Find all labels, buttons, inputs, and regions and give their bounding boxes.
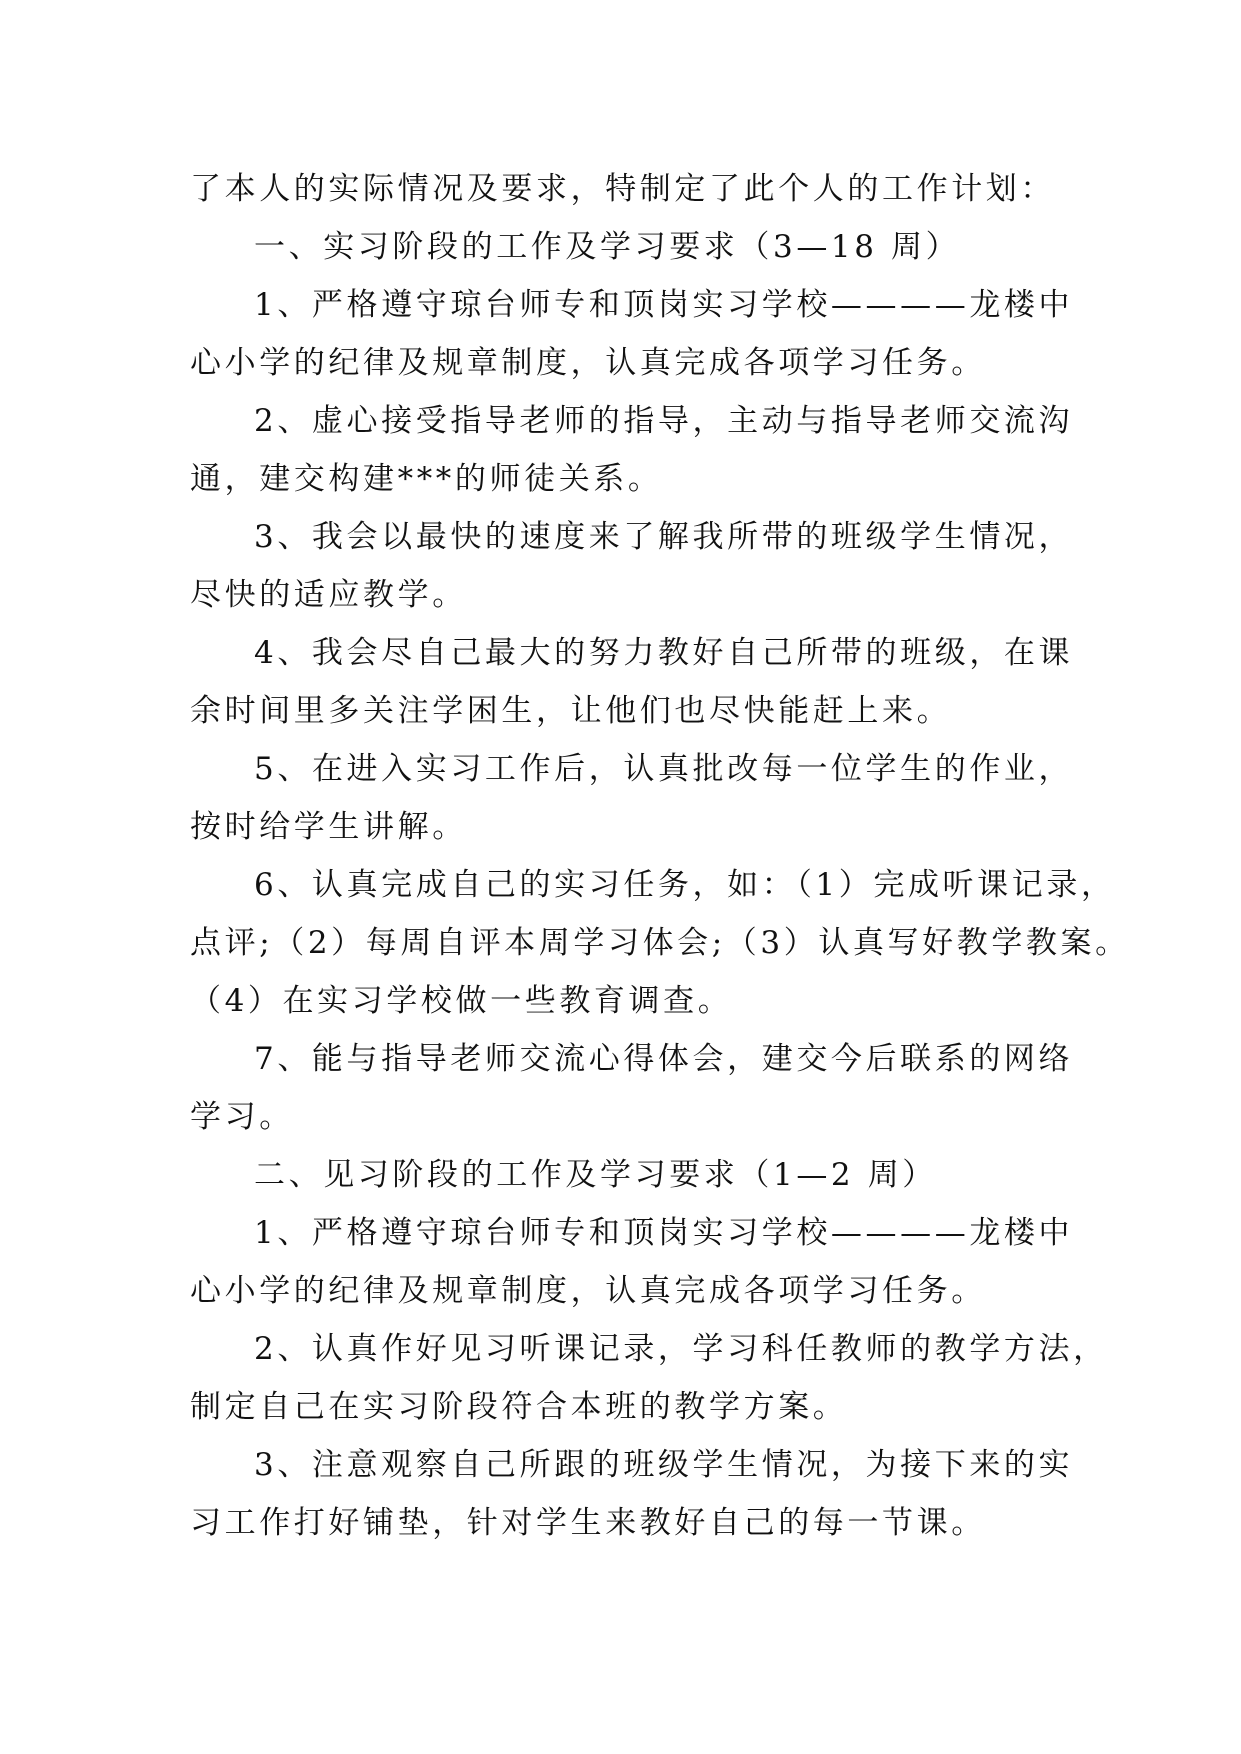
text-line: 心小学的纪律及规章制度，认真完成各项学习任务。 (190, 1273, 986, 1309)
section-1-item-3 (190, 508, 1074, 624)
text-line: 7、能与指导老师交流心得体会，建交今后联系的网络 (254, 1041, 1074, 1077)
text-line: 6、认真完成自己的实习任务，如：（1）完成听课记录， (254, 867, 1116, 903)
section-2-item-1 (190, 1204, 1074, 1320)
text-line: 通，建交构建***的师徒关系。 (190, 461, 663, 497)
text-line: 点评;（2）每周自评本周学习体会;（3）认真写好教学教案。 (190, 925, 1130, 961)
text-line: 制定自己在实习阶段符合本班的教学方案。 (190, 1389, 848, 1425)
text-line: 2、认真作好见习听课记录，学习科任教师的教学方法， (254, 1331, 1108, 1367)
text-line: 1、严格遵守琼台师专和顶岗实习学校————龙楼中 (254, 1215, 1074, 1251)
section-1-item-6 (190, 856, 1130, 1030)
text-line: （4）在实习学校做一些教育调查。 (190, 983, 733, 1019)
section-1-item-5 (190, 740, 1074, 856)
text-line: 3、注意观察自己所跟的班级学生情况，为接下来的实 (254, 1447, 1074, 1483)
text-line: 4、我会尽自己最大的努力教好自己所带的班级，在课 (254, 635, 1074, 671)
text-line: 习工作打好铺垫，针对学生来教好自己的每一节课。 (190, 1505, 986, 1541)
text-line: 学习。 (190, 1099, 294, 1135)
text-line: 心小学的纪律及规章制度，认真完成各项学习任务。 (190, 345, 986, 381)
text-line: 二、见习阶段的工作及学习要求（1—2 周） (254, 1157, 937, 1193)
section-1-item-2 (190, 392, 1074, 508)
text-line: 了本人的实际情况及要求，特制定了此个人的工作计划： (190, 171, 1055, 207)
section-1-item-4 (190, 624, 1074, 740)
section-2-heading (190, 1146, 1050, 1204)
text-line: 一、实习阶段的工作及学习要求（3—18 周） (254, 229, 961, 265)
paragraph-intro-continuation (190, 160, 1055, 218)
text-line: 尽快的适应教学。 (190, 577, 467, 613)
section-2-item-3 (190, 1436, 1074, 1552)
text-line: 1、严格遵守琼台师专和顶岗实习学校————龙楼中 (254, 287, 1074, 323)
section-2-item-2 (190, 1320, 1108, 1436)
document-body (190, 160, 1130, 1552)
text-line: 3、我会以最快的速度来了解我所带的班级学生情况， (254, 519, 1074, 555)
text-line: 2、虚心接受指导老师的指导，主动与指导老师交流沟 (254, 403, 1074, 439)
section-1-heading (190, 218, 1050, 276)
text-line: 5、在进入实习工作后，认真批改每一位学生的作业， (254, 751, 1074, 787)
section-1-item-1 (190, 276, 1074, 392)
text-line: 按时给学生讲解。 (190, 809, 467, 845)
text-line: 余时间里多关注学困生，让他们也尽快能赶上来。 (190, 693, 952, 729)
section-1-item-7 (190, 1030, 1074, 1146)
